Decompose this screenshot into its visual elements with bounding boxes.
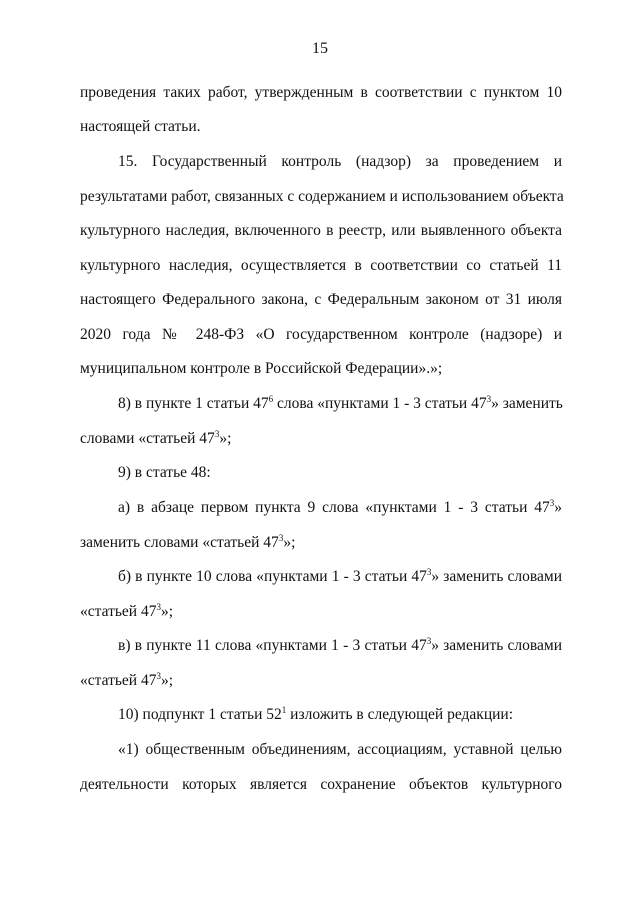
item-8-first-line: 8) в пункте 1 статьи $47^6$ слова «пунктами 1 - 3 статьи $47^3$» заменить [118,394,563,412]
item-9v-first-line: в) в пункте 11 слова «пунктами 1 - 3 статьи $47^3$» заменить словами [118,636,562,654]
text-line: проведения таких работ, утвержденным в соответствии с пунктом 10 [80,84,562,101]
item-9b-first-line: б) в пункте 10 слова «пунктами 1 - 3 статьи $47^3$» заменить словами [118,567,562,585]
text-line: 2020 года № 248-ФЗ «О государственном контроле (надзоре) и [80,326,562,343]
text-line: результатами работ, связанных с содержанием и использованием объекта [80,188,564,205]
text-line: настоящей статьи. [80,118,201,135]
item-10-heading: 10) подпункт 1 статьи $52^1$ изложить в следующей редакции: [118,705,514,723]
text-line: «статьей $47^3$»; [80,602,174,620]
text-line: «статьей $47^3$»; [80,671,174,689]
text-line: муниципальном контроле в Российской Федерации».»; [80,360,443,377]
text-line: словами «статьей $47^3$»; [80,429,232,447]
page-number: 15 [312,40,328,57]
text-line: культурного наследия, включенного в реестр, или выявленного объекта [80,222,562,239]
text-line: заменить словами «статьей $47^3$»; [80,533,296,551]
text-line: культурного наследия, осуществляется в соответствии со статьей 11 [80,257,562,274]
item-9a-first-line: а) в абзаце первом пункта 9 слова «пунктами 1 - 3 статьи $47^3$» [118,498,562,516]
item-9-heading: 9) в статье 48: [118,464,211,481]
paragraph-15-first-line: 15. Государственный контроль (надзор) за проведением и [118,153,562,170]
text-line: настоящего Федерального закона, с Федеральным законом от 31 июля [80,291,562,308]
text-line: деятельности которых является сохранение объектов культурного [80,776,562,793]
quoted-subitem-first-line: «1) общественным объединениям, ассоциациям, уставной целью [118,741,562,758]
